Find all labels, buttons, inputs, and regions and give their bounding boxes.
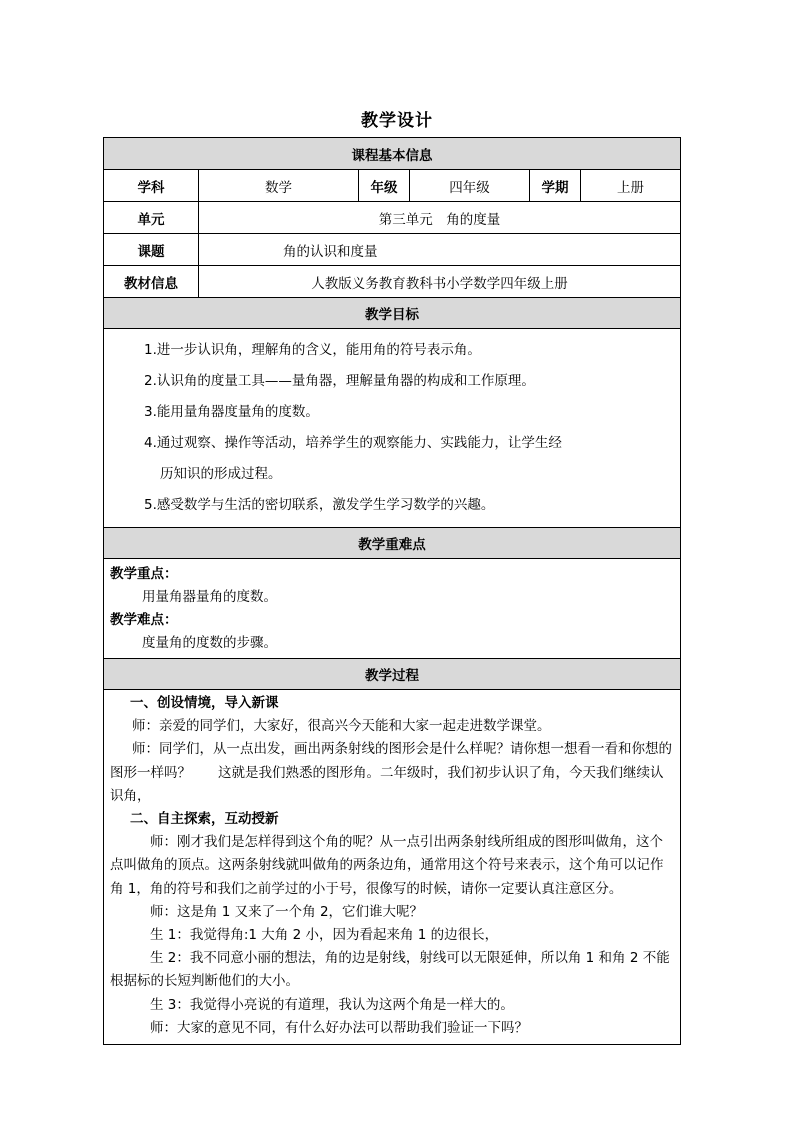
paragraph: 师：同学们，从一点出发，画出两条射线的图形会是什么样呢？请你想一想看一看和你想的图形一样吗？ 这就是我们熟悉的图形角。二年级时，我们初步认识了角，今天我们继续认识角， bbox=[110, 741, 672, 804]
basic-info-header: 课程基本信息 bbox=[104, 138, 681, 170]
topic-value bbox=[199, 234, 681, 266]
focus-label: 教学重点： bbox=[110, 566, 178, 582]
objective-item: 5.感受数学与生活的密切联系，激发学生学习数学的兴趣。 bbox=[144, 497, 495, 513]
grade-value: 四年级 bbox=[410, 170, 530, 202]
paragraph: 师：亲爱的同学们，大家好，很高兴今天能和大家一起走进数学课堂。 bbox=[132, 718, 551, 735]
unit-value: 第三单元 角的度量 bbox=[199, 202, 681, 234]
term-label: 学期 bbox=[530, 170, 581, 202]
subject-label: 学科 bbox=[104, 170, 199, 202]
objective-item: 2.认识角的度量工具——量角器，理解量角器的构成和工作原理。 bbox=[144, 373, 535, 389]
objective-item-continued: 历知识的形成过程。 bbox=[160, 466, 282, 482]
paragraph: 师：大家的意见不同，有什么好办法可以帮助我们验证一下吗？ bbox=[150, 1019, 528, 1036]
grade-label: 年级 bbox=[359, 170, 410, 202]
paragraph: 师：刚才我们是怎样得到这个角的呢？从一点引出两条射线所组成的图形叫做角，这个点叫做角的顶点。这两条射线就叫做角的两条边角，通常用这个符号来表示，这个角可以记作角 1，角的符号和我们之前学过的小于号，很像写的时候，请你一定要认真注意区分。 bbox=[110, 834, 664, 897]
paragraph: 生 2：我不同意小丽的想法，角的边是射线，射线可以无限延伸，所以角 1 和角 2 不能根据标的长短判断他们的大小。 bbox=[110, 950, 670, 990]
basic-info-row bbox=[104, 170, 681, 202]
document-title: 教学设计 bbox=[361, 111, 433, 131]
textbook-label: 教材信息 bbox=[104, 266, 199, 298]
objective-item: 4.通过观察、操作等活动，培养学生的观察能力、实践能力，让学生经 bbox=[144, 435, 562, 451]
objective-item: 3.能用量角器度量角的度数。 bbox=[144, 404, 319, 420]
term-value: 上册 bbox=[581, 170, 681, 202]
unit-label: 单元 bbox=[104, 202, 199, 234]
process-body bbox=[104, 690, 681, 1045]
lesson-plan-table bbox=[103, 137, 681, 1045]
process-header: 教学过程 bbox=[104, 659, 681, 690]
paragraph: 师：这是角 1 又来了一个角 2，它们谁大呢？ bbox=[150, 903, 424, 920]
paragraph: 生 3：我觉得小亮说的有道理，我认为这两个角是一样大的。 bbox=[150, 996, 514, 1013]
part2-title: 二、自主探索，互动授新 bbox=[130, 811, 279, 828]
part1-title: 一、创设情境，导入新课 bbox=[130, 695, 279, 711]
key-points-header: 教学重难点 bbox=[104, 528, 681, 559]
focus-text: 用量角器量角的度数。 bbox=[142, 589, 277, 605]
subject-value: 数学 bbox=[199, 170, 359, 202]
difficulty-label: 教学难点： bbox=[110, 612, 178, 628]
textbook-value: 人教版义务教育教科书小学数学四年级上册 bbox=[199, 266, 681, 298]
topic-label: 课题 bbox=[104, 234, 199, 266]
difficulty-text: 度量角的度数的步骤。 bbox=[142, 635, 277, 651]
objectives-list bbox=[104, 329, 681, 528]
objective-item: 1.进一步认识角，理解角的含义，能用角的符号表示角。 bbox=[144, 342, 481, 358]
paragraph: 生 1：我觉得角:1 大角 2 小，因为看起来角 1 的边很长， bbox=[150, 927, 499, 944]
topic-text: 角的认识和度量 bbox=[283, 243, 378, 260]
objectives-header: 教学目标 bbox=[104, 298, 681, 329]
key-points-body bbox=[104, 559, 681, 659]
